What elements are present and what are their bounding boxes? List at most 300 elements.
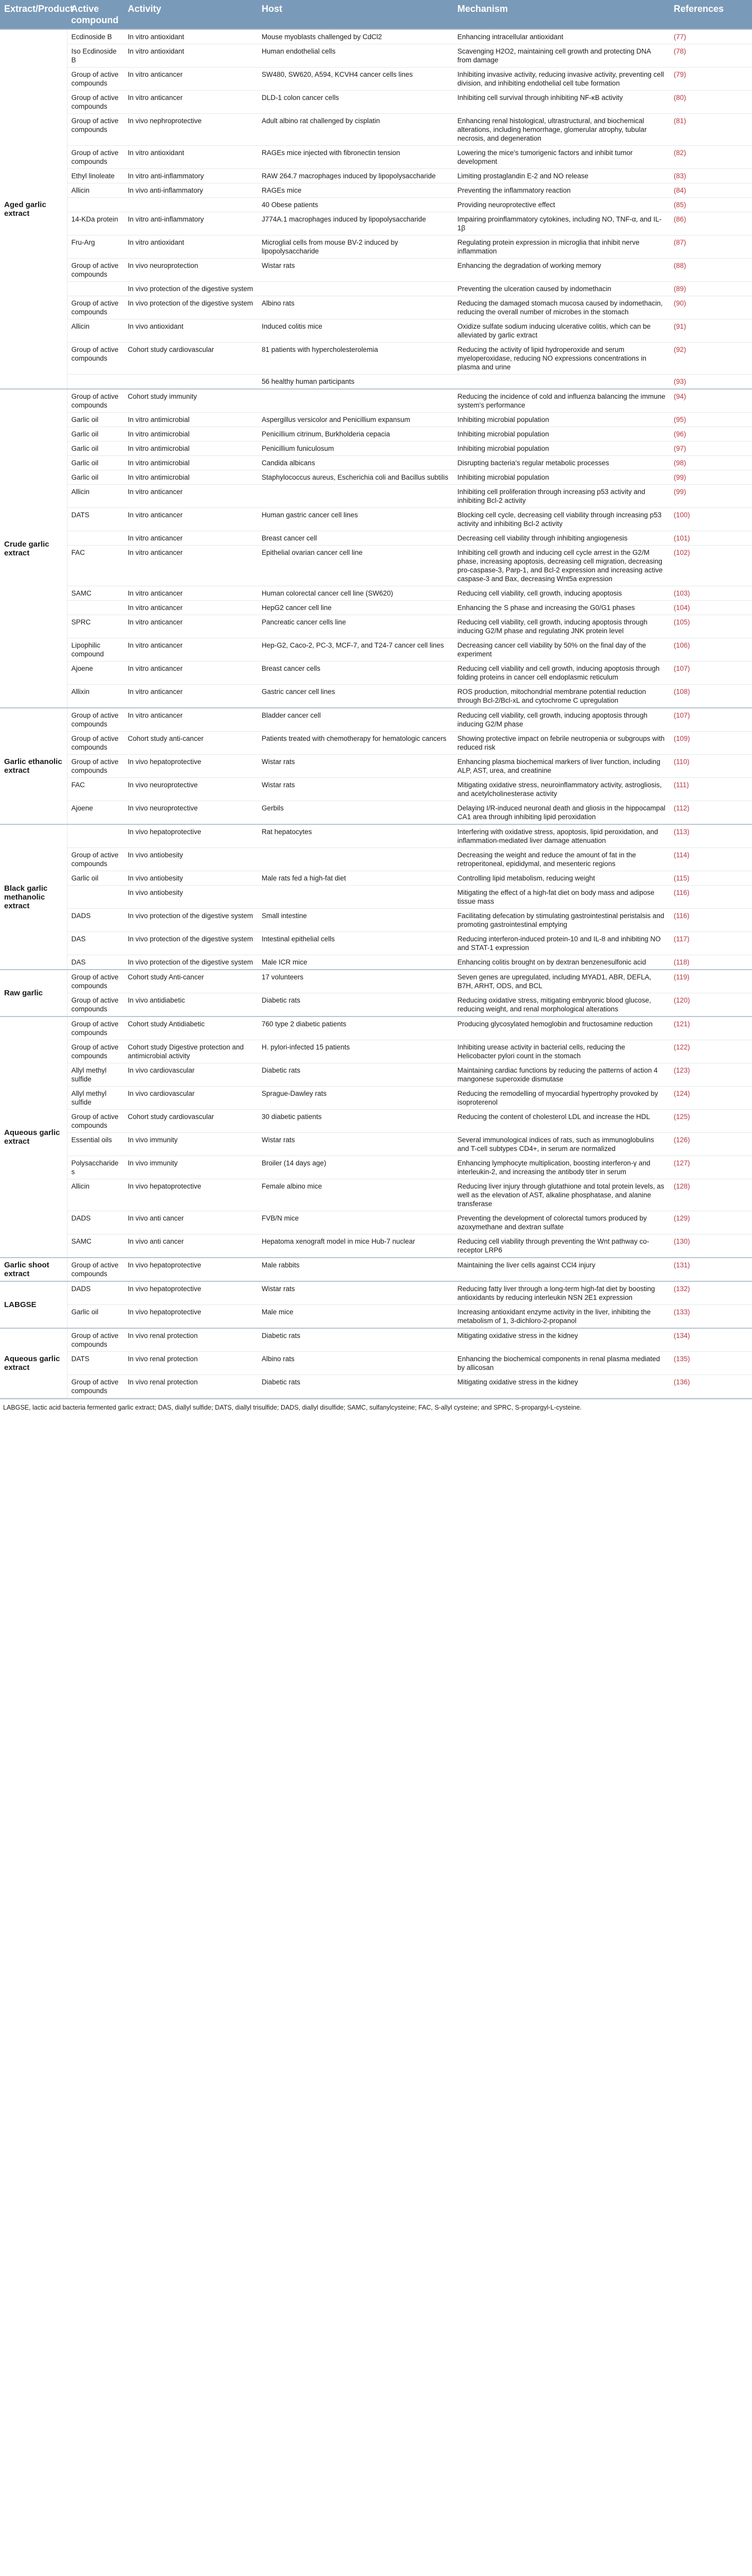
reference-cell: (77) [670, 29, 752, 44]
active-compound-cell: Essential oils [67, 1133, 124, 1156]
activity-cell: In vivo protection of the digestive system [124, 932, 258, 955]
host-cell: Bladder cancer cell [258, 708, 453, 732]
mechanism-cell: Delaying I/R-induced neuronal death and gliosis in the hippocampal CA1 area through inhibiting lipid peroxidation [453, 801, 670, 825]
mechanism-cell: Preventing the ulceration caused by indomethacin [453, 282, 670, 296]
mechanism-cell: Enhancing the degradation of working memory [453, 259, 670, 282]
reference-cell: (107) [670, 708, 752, 732]
table-row [0, 778, 752, 801]
table-row [0, 1016, 752, 1040]
active-compound-cell: Allixin [67, 685, 124, 708]
mechanism-cell: Reducing the damaged stomach mucosa caused by indomethacin, reducing the overall number of microbes in the stomach [453, 296, 670, 319]
reference-cell: (86) [670, 212, 752, 235]
reference-cell: (84) [670, 183, 752, 198]
reference-cell: (88) [670, 259, 752, 282]
host-cell: 17 volunteers [258, 970, 453, 993]
table-row [0, 801, 752, 825]
active-compound-cell [67, 375, 124, 389]
host-cell: Patients treated with chemotherapy for hematologic cancers [258, 732, 453, 755]
reference-cell: (106) [670, 638, 752, 662]
activity-cell: In vitro anticancer [124, 508, 258, 531]
reference-cell: (118) [670, 955, 752, 970]
active-compound-cell: DADS [67, 1281, 124, 1305]
activity-cell: In vivo protection of the digestive system [124, 282, 258, 296]
mechanism-cell: Inhibiting microbial population [453, 470, 670, 485]
activity-cell: In vivo neuroprotection [124, 259, 258, 282]
host-cell: Albino rats [258, 1352, 453, 1375]
active-compound-cell: Group of active compounds [67, 296, 124, 319]
group-label: Garlic ethanolic extract [0, 708, 67, 824]
activity-cell: In vitro antimicrobial [124, 470, 258, 485]
table-row [0, 67, 752, 91]
table-row [0, 1040, 752, 1063]
reference-cell: (104) [670, 601, 752, 615]
mechanism-cell: Seven genes are upregulated, including MYAD1, ABR, DEFLA, B7H, ARHT, ODS, and BCL [453, 970, 670, 993]
reference-cell: (111) [670, 778, 752, 801]
mechanism-cell: Lowering the mice's tumorigenic factors and inhibit tumor development [453, 146, 670, 169]
mechanism-cell: Scavenging H2O2, maintaining cell growth and protecting DNA from damage [453, 44, 670, 67]
reference-cell: (123) [670, 1063, 752, 1087]
mechanism-cell: Reducing interferon-induced protein-10 and IL-8 and inhibiting NO and STAT-1 expression [453, 932, 670, 955]
table-row [0, 932, 752, 955]
reference-cell: (127) [670, 1156, 752, 1179]
host-cell: Gastric cancer cell lines [258, 685, 453, 708]
activity-cell: In vitro anticancer [124, 601, 258, 615]
activity-cell: In vivo antiobesity [124, 886, 258, 909]
host-cell: Male rats fed a high-fat diet [258, 871, 453, 886]
activity-cell: In vivo neuroprotective [124, 778, 258, 801]
active-compound-cell: Group of active compounds [67, 146, 124, 169]
table-row [0, 442, 752, 456]
table-row [0, 531, 752, 546]
active-compound-cell: Group of active compounds [67, 1258, 124, 1281]
host-cell: Female albino mice [258, 1179, 453, 1211]
activity-cell: In vivo protection of the digestive system [124, 955, 258, 970]
host-cell: Breast cancer cells [258, 662, 453, 685]
activity-cell: Cohort study cardiovascular [124, 343, 258, 375]
reference-cell: (105) [670, 615, 752, 638]
host-cell: Aspergillus versicolor and Penicillium expansum [258, 413, 453, 427]
activity-cell: Cohort study Antidiabetic [124, 1016, 258, 1040]
mechanism-cell: ROS production, mitochondrial membrane potential reduction through Bcl-2/Bcl-xL and cytochrome C upregulation [453, 685, 670, 708]
host-cell: Broiler (14 days age) [258, 1156, 453, 1179]
host-cell: Rat hepatocytes [258, 824, 453, 848]
active-compound-cell: Allicin [67, 319, 124, 343]
host-cell: Gerbils [258, 801, 453, 825]
host-cell: Microglial cells from mouse BV-2 induced by lipopolysaccharide [258, 235, 453, 259]
activity-cell: In vivo protection of the digestive system [124, 296, 258, 319]
table-row [0, 615, 752, 638]
table-row [0, 886, 752, 909]
active-compound-cell: Group of active compounds [67, 1040, 124, 1063]
active-compound-cell: DAS [67, 955, 124, 970]
host-cell: Male rabbits [258, 1258, 453, 1281]
reference-cell: (99) [670, 485, 752, 508]
mechanism-cell: Controlling lipid metabolism, reducing weight [453, 871, 670, 886]
host-cell: Diabetic rats [258, 993, 453, 1017]
reference-cell: (93) [670, 375, 752, 389]
mechanism-cell: Inhibiting microbial population [453, 442, 670, 456]
mechanism-cell: Impairing proinflammatory cytokines, including NO, TNF-α, and IL-1β [453, 212, 670, 235]
reference-cell: (135) [670, 1352, 752, 1375]
mechanism-cell: Decreasing cell viability through inhibiting angiogenesis [453, 531, 670, 546]
active-compound-cell: DATS [67, 508, 124, 531]
active-compound-cell: Ajoene [67, 801, 124, 825]
reference-cell: (82) [670, 146, 752, 169]
mechanism-cell: Enhancing colitis brought on by dextran benzenesulfonic acid [453, 955, 670, 970]
activity-cell: In vitro anticancer [124, 546, 258, 586]
mechanism-cell: Blocking cell cycle, decreasing cell viability through increasing p53 activity and inhibiting Bcl-2 activity [453, 508, 670, 531]
table-row [0, 871, 752, 886]
reference-cell: (90) [670, 296, 752, 319]
active-compound-cell: SAMC [67, 1234, 124, 1258]
mechanism-cell: Reducing cell viability, cell growth, inducing apoptosis through inducing G2/M phase and regulating JNK protein level [453, 615, 670, 638]
activity-cell: In vivo nephroprotective [124, 114, 258, 146]
reference-cell: (120) [670, 993, 752, 1017]
mechanism-cell: Reducing liver injury through glutathione and total protein levels, as well as the elevation of AST, alkaline phosphatase, and alanine transferase [453, 1179, 670, 1211]
mechanism-cell: Reducing cell viability through preventing the Wnt pathway co-receptor LRP6 [453, 1234, 670, 1258]
active-compound-cell [67, 824, 124, 848]
reference-cell: (103) [670, 586, 752, 601]
active-compound-cell: DATS [67, 1352, 124, 1375]
host-cell [258, 848, 453, 871]
table-row [0, 389, 752, 413]
activity-cell: In vivo renal protection [124, 1352, 258, 1375]
reference-cell: (92) [670, 343, 752, 375]
host-cell: Pancreatic cancer cells line [258, 615, 453, 638]
mechanism-cell: Decreasing cancer cell viability by 50% on the final day of the experiment [453, 638, 670, 662]
mechanism-cell: Reducing oxidative stress, mitigating embryonic blood glucose, reducing weight, and renal morphological alterations [453, 993, 670, 1017]
mechanism-cell: Maintaining cardiac functions by reducing the patterns of action 4 mangonese superoxide dismutase [453, 1063, 670, 1087]
activity-cell: In vivo hepatoprotective [124, 1305, 258, 1329]
table-footnote: LABGSE, lactic acid bacteria fermented garlic extract; DAS, diallyl sulfide; DATS, diallyl trisulfide; DADS, diallyl disulfide; SAMC, sulfanylcysteine; FAC, S-allyl cysteine; and SPRC, S-propargyl-L-cysteine. [0, 1398, 752, 1417]
table-row [0, 955, 752, 970]
active-compound-cell: Group of active compounds [67, 1375, 124, 1398]
host-cell: Induced colitis mice [258, 319, 453, 343]
mechanism-cell: Mitigating oxidative stress, neuroinflammatory activity, astrogliosis, and acetylcholinesterase activity [453, 778, 670, 801]
reference-cell: (83) [670, 169, 752, 183]
mechanism-cell: Enhancing the S phase and increasing the G0/G1 phases [453, 601, 670, 615]
mechanism-cell: Reducing the incidence of cold and influenza balancing the immune system's performance [453, 389, 670, 413]
host-cell: Albino rats [258, 296, 453, 319]
reference-cell: (101) [670, 531, 752, 546]
host-cell: Sprague-Dawley rats [258, 1087, 453, 1110]
table-row [0, 508, 752, 531]
table-row [0, 1281, 752, 1305]
activity-cell: In vivo cardiovascular [124, 1087, 258, 1110]
reference-cell: (99) [670, 470, 752, 485]
reference-cell: (131) [670, 1258, 752, 1281]
activity-cell: In vivo antiobesity [124, 848, 258, 871]
table-row [0, 1110, 752, 1133]
activity-cell: In vitro antimicrobial [124, 427, 258, 442]
host-cell [258, 282, 453, 296]
reference-cell: (130) [670, 1234, 752, 1258]
activity-cell: In vitro antimicrobial [124, 442, 258, 456]
activity-cell: In vitro antioxidant [124, 146, 258, 169]
active-compound-cell: Garlic oil [67, 470, 124, 485]
active-compound-cell: Ajoene [67, 662, 124, 685]
active-compound-cell [67, 282, 124, 296]
activity-cell [124, 198, 258, 212]
table-row [0, 708, 752, 732]
active-compound-cell: Garlic oil [67, 442, 124, 456]
header-row [0, 0, 752, 29]
mechanism-cell: Inhibiting cell survival through inhibiting NF-κB activity [453, 91, 670, 114]
table-body [0, 29, 752, 1398]
group-label: Garlic shoot extract [0, 1258, 67, 1281]
active-compound-cell: Group of active compounds [67, 732, 124, 755]
table-row [0, 44, 752, 67]
activity-cell: In vitro antioxidant [124, 44, 258, 67]
activity-cell: In vivo antiobesity [124, 871, 258, 886]
activity-cell: In vivo hepatoprotective [124, 755, 258, 778]
table-row [0, 198, 752, 212]
activity-cell: In vivo cardiovascular [124, 1063, 258, 1087]
host-cell: Human endothelial cells [258, 44, 453, 67]
activity-cell: In vitro anticancer [124, 586, 258, 601]
mechanism-cell: Inhibiting invasive activity, reducing invasive activity, preventing cell division, and inhibiting endothelial cell tube formation [453, 67, 670, 91]
activity-cell: In vivo immunity [124, 1156, 258, 1179]
host-cell: Male mice [258, 1305, 453, 1329]
active-compound-cell: Group of active compounds [67, 259, 124, 282]
table-row [0, 235, 752, 259]
host-cell: Wistar rats [258, 1133, 453, 1156]
activity-cell: In vitro anticancer [124, 685, 258, 708]
mechanism-cell: Reducing cell viability and cell growth, inducing apoptosis through folding proteins in cancer cell endoplasmic reticulum [453, 662, 670, 685]
host-cell: RAW 264.7 macrophages induced by lipopolysaccharide [258, 169, 453, 183]
mechanism-cell: Increasing antioxidant enzyme activity in the liver, inhibiting the metabolism of 1, 3-dichloro-2-propanol [453, 1305, 670, 1329]
group-label: Aqueous garlic extract [0, 1016, 67, 1258]
table-row [0, 456, 752, 470]
activity-cell: In vitro anticancer [124, 615, 258, 638]
host-cell: 81 patients with hypercholesterolemia [258, 343, 453, 375]
table-row [0, 375, 752, 389]
host-cell: Diabetic rats [258, 1328, 453, 1352]
active-compound-cell: SPRC [67, 615, 124, 638]
host-cell [258, 886, 453, 909]
activity-cell: In vitro anticancer [124, 485, 258, 508]
mechanism-cell: Maintaining the liver cells against CCl4 injury [453, 1258, 670, 1281]
host-cell: RAGEs mice injected with fibronectin tension [258, 146, 453, 169]
activity-cell: In vitro anticancer [124, 91, 258, 114]
active-compound-cell: Garlic oil [67, 413, 124, 427]
table-row [0, 638, 752, 662]
mechanism-cell: Inhibiting microbial population [453, 427, 670, 442]
table-row [0, 183, 752, 198]
table-row [0, 413, 752, 427]
table-row [0, 1133, 752, 1156]
mechanism-cell: Decreasing the weight and reduce the amount of fat in the retroperitoneal, epididymal, and mesenteric regions [453, 848, 670, 871]
group-label: Crude garlic extract [0, 389, 67, 708]
group-label: Raw garlic [0, 970, 67, 1016]
reference-cell: (91) [670, 319, 752, 343]
table-row [0, 1179, 752, 1211]
activity-cell: In vivo renal protection [124, 1328, 258, 1352]
activity-cell: In vitro anticancer [124, 708, 258, 732]
column-header: References [670, 0, 752, 29]
active-compound-cell: Group of active compounds [67, 848, 124, 871]
active-compound-cell: Garlic oil [67, 871, 124, 886]
reference-cell: (116) [670, 909, 752, 932]
mechanism-cell: Mitigating the effect of a high-fat diet on body mass and adipose tissue mass [453, 886, 670, 909]
activity-cell: In vivo anti cancer [124, 1211, 258, 1234]
table-row [0, 586, 752, 601]
host-cell: Diabetic rats [258, 1375, 453, 1398]
mechanism-cell: Enhancing lymphocyte multiplication, boosting interferon-γ and interleukin-2, and increasing the antibody titer in serum [453, 1156, 670, 1179]
activity-cell: In vivo hepatoprotective [124, 1258, 258, 1281]
table-row [0, 29, 752, 44]
activity-cell: In vivo anti-inflammatory [124, 183, 258, 198]
reference-cell: (98) [670, 456, 752, 470]
activity-cell: In vivo antioxidant [124, 319, 258, 343]
reference-cell: (134) [670, 1328, 752, 1352]
reference-cell: (110) [670, 755, 752, 778]
table-row [0, 1328, 752, 1352]
reference-cell: (96) [670, 427, 752, 442]
activity-cell: Cohort study Anti-cancer [124, 970, 258, 993]
activity-cell: In vivo hepatoprotective [124, 1179, 258, 1211]
host-cell: Small intestine [258, 909, 453, 932]
reference-cell: (115) [670, 871, 752, 886]
host-cell: Wistar rats [258, 259, 453, 282]
active-compound-cell: Group of active compounds [67, 755, 124, 778]
active-compound-cell: Group of active compounds [67, 708, 124, 732]
table-header [0, 0, 752, 29]
active-compound-cell: Garlic oil [67, 456, 124, 470]
active-compound-cell: DADS [67, 1211, 124, 1234]
host-cell: RAGEs mice [258, 183, 453, 198]
table-row [0, 91, 752, 114]
active-compound-cell: Allicin [67, 183, 124, 198]
reference-cell: (102) [670, 546, 752, 586]
mechanism-cell: Enhancing renal histological, ultrastructural, and biochemical alterations, including hemorrhage, glomerular atrophy, tubular necrosis, and degeneration [453, 114, 670, 146]
table-row [0, 685, 752, 708]
mechanism-cell: Reducing fatty liver through a long-term high-fat diet by boosting antioxidants by reducing interleukin NSN 2E1 expression [453, 1281, 670, 1305]
activity-cell: In vivo anti cancer [124, 1234, 258, 1258]
active-compound-cell: Group of active compounds [67, 993, 124, 1017]
table-row [0, 169, 752, 183]
activity-cell: Cohort study Digestive protection and antimicrobial activity [124, 1040, 258, 1063]
table-row [0, 1087, 752, 1110]
host-cell: Mouse myoblasts challenged by CdCl2 [258, 29, 453, 44]
mechanism-cell: Several immunological indices of rats, such as immunoglobulins and T-cell subtypes CD4+, in serum are normalized [453, 1133, 670, 1156]
mechanism-cell: Providing neuroprotective effect [453, 198, 670, 212]
reference-cell: (100) [670, 508, 752, 531]
reference-cell: (114) [670, 848, 752, 871]
table-row [0, 343, 752, 375]
host-cell [258, 389, 453, 413]
mechanism-cell: Producing glycosylated hemoglobin and fructosamine reduction [453, 1016, 670, 1040]
activity-cell: Cohort study cardiovascular [124, 1110, 258, 1133]
host-cell: Wistar rats [258, 755, 453, 778]
table-row [0, 1375, 752, 1398]
table-row [0, 970, 752, 993]
host-cell: DLD-1 colon cancer cells [258, 91, 453, 114]
activity-cell: Cohort study immunity [124, 389, 258, 413]
active-compound-cell: DAS [67, 932, 124, 955]
host-cell: HepG2 cancer cell line [258, 601, 453, 615]
table-row [0, 993, 752, 1017]
active-compound-cell: Lipophilic compound [67, 638, 124, 662]
column-header: Extract/Product [0, 0, 67, 29]
reference-cell: (132) [670, 1281, 752, 1305]
active-compound-cell: Allyl methyl sulfide [67, 1087, 124, 1110]
table-row [0, 1234, 752, 1258]
table-row [0, 546, 752, 586]
reference-cell: (126) [670, 1133, 752, 1156]
table-row [0, 212, 752, 235]
table-row [0, 755, 752, 778]
mechanism-cell: Inhibiting urease activity in bacterial cells, reducing the Helicobacter pylori count in the stomach [453, 1040, 670, 1063]
active-compound-cell: SAMC [67, 586, 124, 601]
table-row [0, 824, 752, 848]
host-cell: J774A.1 macrophages induced by lipopolysaccharide [258, 212, 453, 235]
reference-cell: (128) [670, 1179, 752, 1211]
mechanism-cell: Enhancing the biochemical components in renal plasma mediated by allicosan [453, 1352, 670, 1375]
mechanism-cell: Enhancing plasma biochemical markers of liver function, including ALP, AST, urea, and creatinine [453, 755, 670, 778]
mechanism-cell: Inhibiting cell growth and inducing cell cycle arrest in the G2/M phase, increasing apoptosis, decreasing cell migration, decreasing pro-caspase-3, Parp-1, and Bcl-2 expression and increasing active caspase-3 and Bax, decreasing Wnt5a expression [453, 546, 670, 586]
active-compound-cell: Group of active compounds [67, 114, 124, 146]
host-cell: SW480, SW620, A594, KCVH4 cancer cells lines [258, 67, 453, 91]
active-compound-cell: Group of active compounds [67, 1016, 124, 1040]
host-cell: Adult albino rat challenged by cisplatin [258, 114, 453, 146]
activity-cell: In vitro antimicrobial [124, 456, 258, 470]
active-compound-cell: Group of active compounds [67, 970, 124, 993]
activity-cell: In vivo immunity [124, 1133, 258, 1156]
table-row [0, 909, 752, 932]
table-row [0, 485, 752, 508]
host-cell: 56 healthy human participants [258, 375, 453, 389]
group-label: Black garlic methanolic extract [0, 824, 67, 970]
column-header: Mechanism [453, 0, 670, 29]
table-row [0, 1352, 752, 1375]
activity-cell: In vivo protection of the digestive system [124, 909, 258, 932]
reference-cell: (80) [670, 91, 752, 114]
activity-cell [124, 375, 258, 389]
host-cell: Penicillium citrinum, Burkholderia cepacia [258, 427, 453, 442]
table-row [0, 114, 752, 146]
mechanism-cell: Reducing cell viability, cell growth, inducing apoptosis through inducing G2/M phase [453, 708, 670, 732]
active-compound-cell: Iso Ecdinoside B [67, 44, 124, 67]
activity-cell: In vivo hepatoprotective [124, 824, 258, 848]
reference-cell: (119) [670, 970, 752, 993]
reference-cell: (124) [670, 1087, 752, 1110]
reference-cell: (95) [670, 413, 752, 427]
active-compound-cell: Ecdinoside B [67, 29, 124, 44]
table-row [0, 848, 752, 871]
active-compound-cell: Group of active compounds [67, 389, 124, 413]
reference-cell: (116) [670, 886, 752, 909]
activity-cell: In vitro antioxidant [124, 29, 258, 44]
host-cell: Male ICR mice [258, 955, 453, 970]
host-cell: Hep-G2, Caco-2, PC-3, MCF-7, and T24-7 cancer cell lines [258, 638, 453, 662]
active-compound-cell: FAC [67, 546, 124, 586]
mechanism-cell: Disrupting bacteria's regular metabolic processes [453, 456, 670, 470]
active-compound-cell: Fru-Arg [67, 235, 124, 259]
table-row [0, 427, 752, 442]
activity-cell: In vitro anticancer [124, 638, 258, 662]
table-row [0, 1063, 752, 1087]
reference-cell: (79) [670, 67, 752, 91]
host-cell [258, 485, 453, 508]
mechanism-cell: Interfering with oxidative stress, apoptosis, lipid peroxidation, and inflammation-mediated liver damage attenuation [453, 824, 670, 848]
host-cell: 760 type 2 diabetic patients [258, 1016, 453, 1040]
active-compound-cell: FAC [67, 778, 124, 801]
table-row [0, 1305, 752, 1329]
table-row [0, 1211, 752, 1234]
activity-cell: In vivo neuroprotective [124, 801, 258, 825]
reference-cell: (121) [670, 1016, 752, 1040]
